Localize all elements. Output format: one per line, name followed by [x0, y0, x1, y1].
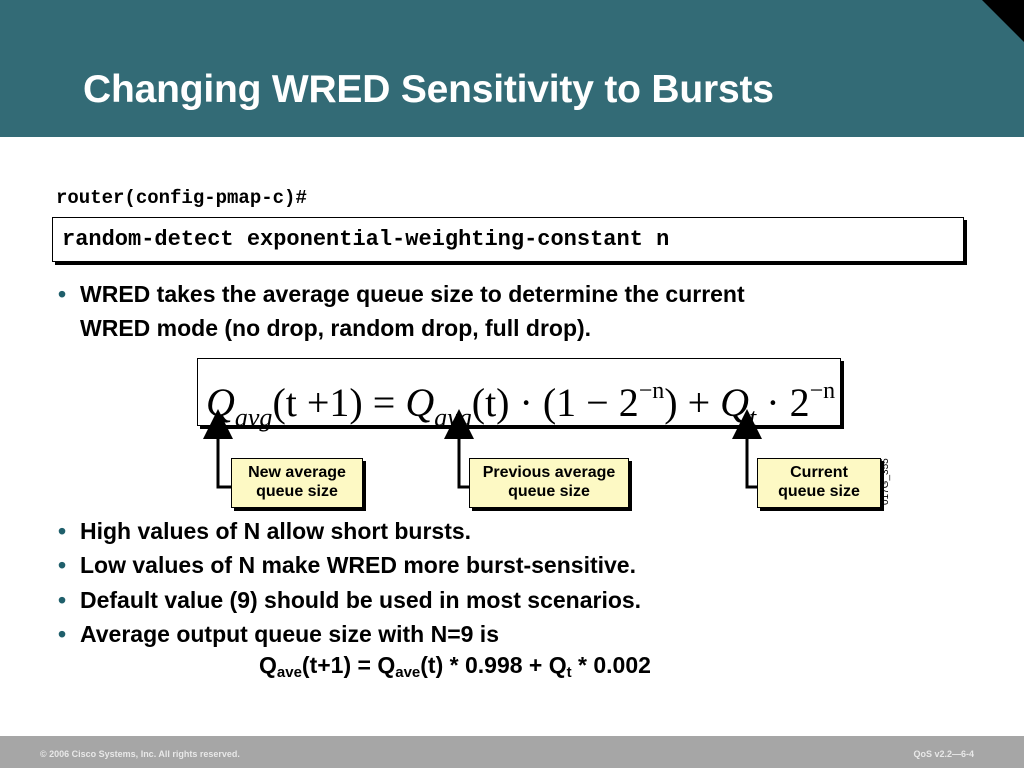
bullet-dot: • [58, 281, 67, 307]
bullet-text: Low values of N make WRED more burst-sensitive. [80, 552, 636, 578]
title-bar [0, 0, 1024, 137]
cli-prompt: router(config-pmap-c)# [56, 187, 307, 209]
bullet-text: Default value (9) should be used in most scenarios. [80, 587, 642, 613]
footer-copyright: © 2006 Cisco Systems, Inc. All rights reserved. [40, 749, 240, 759]
corner-decoration [982, 0, 1024, 42]
bullet-dot: • [58, 587, 67, 613]
footer-bar [0, 736, 1024, 768]
bullet-dot: • [58, 518, 67, 544]
slide-title: Changing WRED Sensitivity to Bursts [83, 68, 774, 111]
label-previous-average-queue-size: Previous average queue size [469, 458, 629, 508]
figure-id: 017G_355 [880, 458, 891, 505]
bullet-text: High values of N allow short bursts. [80, 518, 472, 544]
command-text: random-detect exponential-weighting-constant n [62, 227, 670, 252]
bullet-dot: • [58, 552, 67, 578]
bullet-text-line2: WRED mode (no drop, random drop, full drop). [80, 315, 592, 341]
bullet-dot: • [58, 621, 67, 647]
footer-course-id: QoS v2.2—6-4 [913, 749, 974, 759]
wred-equation: $Q_{avg}(t +1) = Q_{avg}(t) \cdot (1 - 2^{-n}) + Q_t \cdot 2^{-n}$ [206, 378, 836, 432]
label-new-average-queue-size: New average queue size [231, 458, 363, 508]
label-current-queue-size: Current queue size [757, 458, 881, 508]
average-queue-formula: $Q_{ave}(t+1) = Q_{ave}(t) * 0.998 + Q_t * 0.002$ [259, 652, 651, 681]
command-box [52, 217, 964, 262]
bullet-text-line1: WRED takes the average queue size to determine the current [80, 281, 745, 307]
equation-box [197, 358, 841, 432]
bullet-text: Average output queue size with N=9 is [80, 621, 499, 647]
